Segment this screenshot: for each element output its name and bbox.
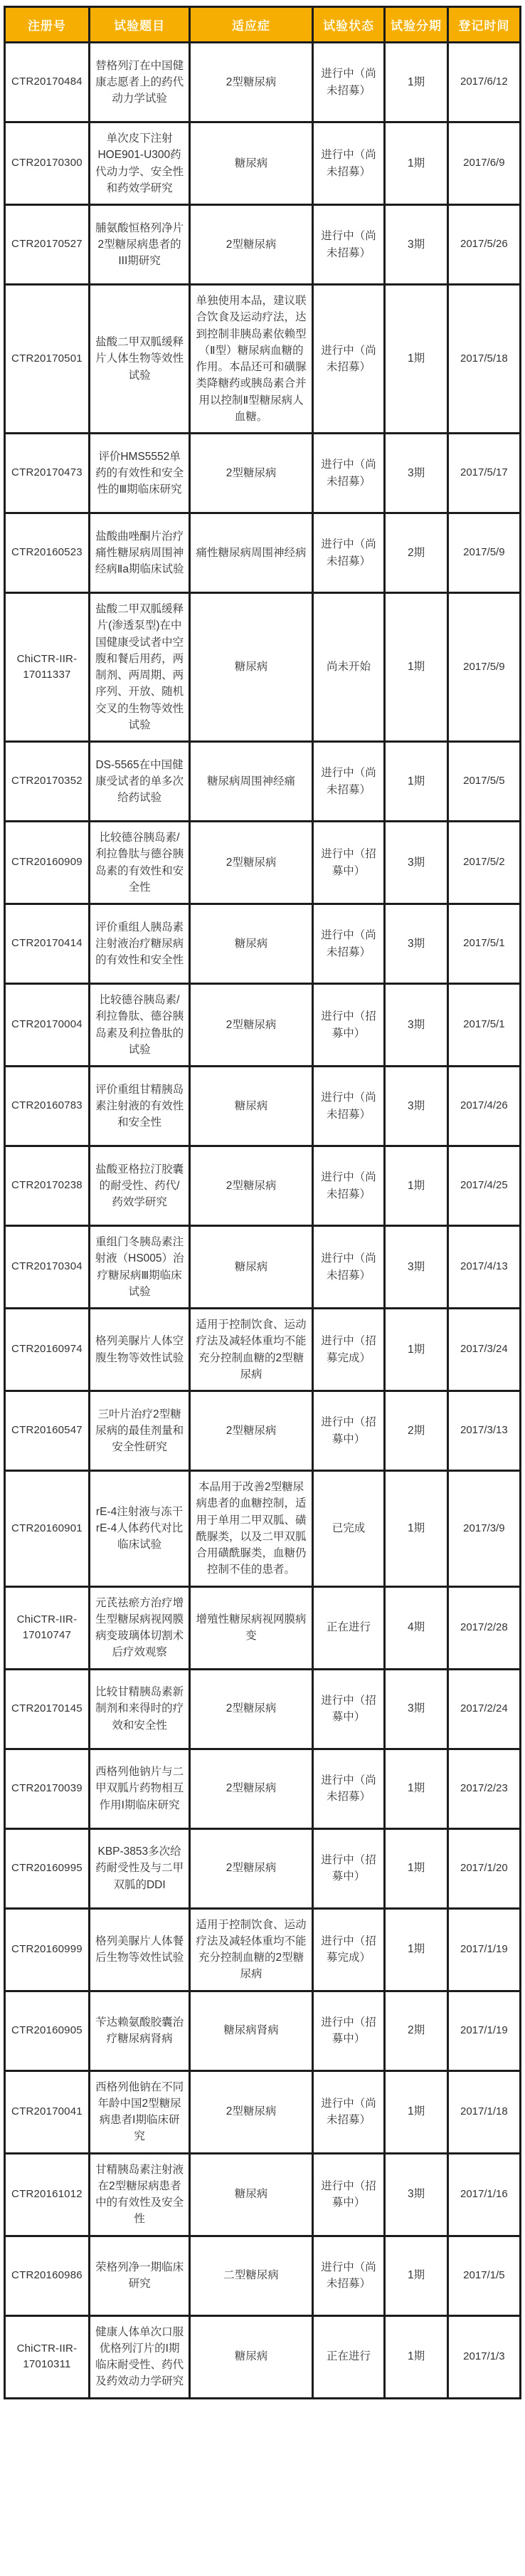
registration-number-cell: CTR20170300 <box>5 122 90 205</box>
trial-title-cell: 单次皮下注射HOE901-U300药代动力学、安全性和药效学研究 <box>89 122 189 205</box>
registration-number-cell: CTR20161012 <box>5 2153 90 2236</box>
header-row <box>5 7 521 43</box>
trial-status-cell: 进行中（招募中） <box>312 984 385 1067</box>
table-row <box>5 122 521 205</box>
trial-phase-cell: 3期 <box>385 1226 447 1309</box>
trial-status-cell: 进行中（尚未招募） <box>312 1067 385 1146</box>
trial-status-cell: 正在进行 <box>312 2315 385 2398</box>
trial-title-cell: 西格列他钠片与二甲双胍片药物相互作用I期临床研究 <box>89 1749 189 1828</box>
trial-status-cell: 进行中（尚未招募） <box>312 205 385 285</box>
trial-phase-cell: 3期 <box>385 2153 447 2236</box>
registration-date-cell: 2017/5/9 <box>447 593 520 742</box>
indication-cell: 2型糖尿病 <box>190 1749 313 1828</box>
header-cell-registration-date: 登记时间 <box>447 7 520 43</box>
trial-status-cell: 进行中（招募完成） <box>312 1908 385 1991</box>
trial-title-cell: 评价重组人胰岛素注射液治疗糖尿病的有效性和安全性 <box>89 904 189 984</box>
registration-date-cell: 2017/3/9 <box>447 1471 520 1587</box>
indication-cell: 痛性糖尿病周围神经病 <box>190 513 313 593</box>
registration-date-cell: 2017/1/20 <box>447 1828 520 1908</box>
registration-number-cell: CTR20170041 <box>5 2070 90 2153</box>
trial-title-cell: 替格列汀在中国健康志愿者上的药代动力学试验 <box>89 43 189 122</box>
table-row <box>5 1391 521 1471</box>
indication-cell: 糖尿病 <box>190 2153 313 2236</box>
table-row <box>5 2315 521 2398</box>
table-row <box>5 1669 521 1749</box>
indication-cell: 适用于控制饮食、运动疗法及减轻体重均不能充分控制血糖的2型糖尿病 <box>190 1908 313 1991</box>
registration-date-cell: 2017/4/26 <box>447 1067 520 1146</box>
trial-status-cell: 进行中（尚未招募） <box>312 904 385 984</box>
trial-status-cell: 进行中（尚未招募） <box>312 742 385 822</box>
table-body <box>5 43 521 2399</box>
registration-date-cell: 2017/5/17 <box>447 434 520 513</box>
trial-phase-cell: 1期 <box>385 593 447 742</box>
indication-cell: 糖尿病 <box>190 1226 313 1309</box>
trial-phase-cell: 3期 <box>385 1669 447 1749</box>
table-row <box>5 285 521 434</box>
header-cell-trial-status: 试验状态 <box>312 7 385 43</box>
trial-title-cell: 格列美脲片人体餐后生物等效性试验 <box>89 1908 189 1991</box>
table-row <box>5 43 521 122</box>
table-row <box>5 742 521 822</box>
trial-phase-cell: 2期 <box>385 1391 447 1471</box>
trial-title-cell: 甘精胰岛素注射液在2型糖尿病患者中的有效性及安全性 <box>89 2153 189 2236</box>
registration-number-cell: CTR20160995 <box>5 1828 90 1908</box>
registration-number-cell: CTR20170238 <box>5 1146 90 1226</box>
trial-status-cell: 进行中（尚未招募） <box>312 513 385 593</box>
indication-cell: 2型糖尿病 <box>190 2070 313 2153</box>
registration-date-cell: 2017/5/9 <box>447 513 520 593</box>
table-row <box>5 1749 521 1828</box>
trial-phase-cell: 1期 <box>385 285 447 434</box>
table-row <box>5 2070 521 2153</box>
table-row <box>5 1828 521 1908</box>
indication-cell: 2型糖尿病 <box>190 434 313 513</box>
trial-phase-cell: 1期 <box>385 1471 447 1587</box>
trial-title-cell: 盐酸曲唑酮片治疗痛性糖尿病周围神经病Ⅱa期临床试验 <box>89 513 189 593</box>
table-row <box>5 205 521 285</box>
table-row <box>5 1471 521 1587</box>
registration-date-cell: 2017/3/24 <box>447 1309 520 1391</box>
trial-phase-cell: 1期 <box>385 1146 447 1226</box>
registration-number-cell: CTR20160901 <box>5 1471 90 1587</box>
registration-number-cell: CTR20170004 <box>5 984 90 1067</box>
trial-title-cell: 三叶片治疗2型糖尿病的最佳剂量和安全性研究 <box>89 1391 189 1471</box>
registration-date-cell: 2017/5/5 <box>447 742 520 822</box>
table-row <box>5 1309 521 1391</box>
table-row <box>5 2236 521 2315</box>
indication-cell: 适用于控制饮食、运动疗法及减轻体重均不能充分控制血糖的2型糖尿病 <box>190 1309 313 1391</box>
registration-date-cell: 2017/1/3 <box>447 2315 520 2398</box>
table-row <box>5 984 521 1067</box>
registration-number-cell: CTR20160523 <box>5 513 90 593</box>
indication-cell: 糖尿病 <box>190 1067 313 1146</box>
registration-number-cell: CTR20170527 <box>5 205 90 285</box>
registration-number-cell: CTR20170145 <box>5 1669 90 1749</box>
trial-phase-cell: 3期 <box>385 904 447 984</box>
trial-status-cell: 进行中（招募中） <box>312 1991 385 2070</box>
trial-phase-cell: 1期 <box>385 1828 447 1908</box>
trial-title-cell: KBP-3853多次给药耐受性及与二甲双胍的DDI <box>89 1828 189 1908</box>
trial-title-cell: 荣格列净一期临床研究 <box>89 2236 189 2315</box>
trial-phase-cell: 3期 <box>385 205 447 285</box>
trial-phase-cell: 1期 <box>385 1309 447 1391</box>
registration-date-cell: 2017/5/18 <box>447 285 520 434</box>
indication-cell: 本品用于改善2型糖尿病患者的血糖控制，适用于单用二甲双胍、磺酰脲类，以及二甲双胍合用磺酰脲类，血糖仍控制不佳的患者。 <box>190 1471 313 1587</box>
indication-cell: 糖尿病 <box>190 904 313 984</box>
indication-cell: 二型糖尿病 <box>190 2236 313 2315</box>
indication-cell: 2型糖尿病 <box>190 1828 313 1908</box>
trial-title-cell: 重组门冬胰岛素注射液（HS005）治疗糖尿病Ⅲ期临床试验 <box>89 1226 189 1309</box>
trial-status-cell: 进行中（尚未招募） <box>312 1146 385 1226</box>
table-header <box>5 7 521 43</box>
trial-title-cell: 元芪祛瘀方治疗增生型糖尿病视网膜病变玻璃体切割术后疗效观察 <box>89 1586 189 1669</box>
indication-cell: 2型糖尿病 <box>190 1669 313 1749</box>
table-row <box>5 513 521 593</box>
registration-number-cell: CTR20160999 <box>5 1908 90 1991</box>
trial-phase-cell: 1期 <box>385 742 447 822</box>
trial-phase-cell: 2期 <box>385 513 447 593</box>
trial-status-cell: 进行中（尚未招募） <box>312 2070 385 2153</box>
indication-cell: 增殖性糖尿病视网膜病变 <box>190 1586 313 1669</box>
trial-status-cell: 进行中（招募中） <box>312 822 385 904</box>
registration-date-cell: 2017/5/1 <box>447 984 520 1067</box>
trial-title-cell: 苄达赖氨酸胶囊治疗糖尿病肾病 <box>89 1991 189 2070</box>
trial-status-cell: 进行中（尚未招募） <box>312 1749 385 1828</box>
trial-status-cell: 进行中（招募中） <box>312 1828 385 1908</box>
trial-title-cell: 西格列他钠在不同年龄中国2型糖尿病患者I期临床研究 <box>89 2070 189 2153</box>
indication-cell: 2型糖尿病 <box>190 822 313 904</box>
registration-date-cell: 2017/2/28 <box>447 1586 520 1669</box>
registration-number-cell: CTR20170473 <box>5 434 90 513</box>
table-row <box>5 1991 521 2070</box>
trial-title-cell: DS-5565在中国健康受试者的单多次给药试验 <box>89 742 189 822</box>
registration-number-cell: CTR20160905 <box>5 1991 90 2070</box>
registration-number-cell: CTR20160783 <box>5 1067 90 1146</box>
trial-title-cell: 评价重组甘精胰岛素注射液的有效性和安全性 <box>89 1067 189 1146</box>
trial-status-cell: 进行中（招募完成） <box>312 1309 385 1391</box>
trial-title-cell: 盐酸二甲双胍缓释片(渗透泵型)在中国健康受试者中空腹和餐后用药，两制剂、两周期、两序列、开放、随机交叉的生物等效性试验 <box>89 593 189 742</box>
header-cell-trial-title: 试验题目 <box>89 7 189 43</box>
trial-phase-cell: 1期 <box>385 1908 447 1991</box>
registration-date-cell: 2017/1/19 <box>447 1908 520 1991</box>
trial-status-cell: 进行中（尚未招募） <box>312 285 385 434</box>
header-cell-registration-number: 注册号 <box>5 7 90 43</box>
registration-number-cell: CTR20170414 <box>5 904 90 984</box>
header-cell-trial-phase: 试验分期 <box>385 7 447 43</box>
trial-status-cell: 正在进行 <box>312 1586 385 1669</box>
trial-phase-cell: 1期 <box>385 2236 447 2315</box>
trial-phase-cell: 1期 <box>385 1749 447 1828</box>
clinical-trials-table <box>4 6 521 2399</box>
trial-title-cell: 盐酸二甲双胍缓释片人体生物等效性试验 <box>89 285 189 434</box>
registration-number-cell: ChiCTR-IIR-17010747 <box>5 1586 90 1669</box>
indication-cell: 2型糖尿病 <box>190 205 313 285</box>
registration-number-cell: CTR20160909 <box>5 822 90 904</box>
trial-title-cell: 比较甘精胰岛素新制剂和来得时的疗效和安全性 <box>89 1669 189 1749</box>
trial-phase-cell: 1期 <box>385 2315 447 2398</box>
indication-cell: 糖尿病肾病 <box>190 1991 313 2070</box>
trial-title-cell: 脯氨酸恒格列净片2型糖尿病患者的III期研究 <box>89 205 189 285</box>
registration-date-cell: 2017/2/23 <box>447 1749 520 1828</box>
indication-cell: 糖尿病 <box>190 593 313 742</box>
registration-number-cell: CTR20170501 <box>5 285 90 434</box>
trial-title-cell: 比较德谷胰岛素/利拉鲁肽与德谷胰岛素的有效性和安全性 <box>89 822 189 904</box>
registration-date-cell: 2017/5/2 <box>447 822 520 904</box>
trial-title-cell: 健康人体单次口服优格列汀片的I期临床耐受性、药代及药效动力学研究 <box>89 2315 189 2398</box>
indication-cell: 糖尿病周围神经痛 <box>190 742 313 822</box>
trial-title-cell: 盐酸亚格拉汀胶囊的耐受性、药代/药效学研究 <box>89 1146 189 1226</box>
indication-cell: 2型糖尿病 <box>190 1391 313 1471</box>
indication-cell: 糖尿病 <box>190 2315 313 2398</box>
registration-date-cell: 2017/1/18 <box>447 2070 520 2153</box>
trial-phase-cell: 1期 <box>385 43 447 122</box>
trial-phase-cell: 2期 <box>385 1991 447 2070</box>
trial-title-cell: 评价HMS5552单药的有效性和安全性的Ⅲ期临床研究 <box>89 434 189 513</box>
trial-phase-cell: 3期 <box>385 1067 447 1146</box>
trial-phase-cell: 1期 <box>385 2070 447 2153</box>
table-row <box>5 593 521 742</box>
table-row <box>5 904 521 984</box>
trial-status-cell: 进行中（尚未招募） <box>312 1226 385 1309</box>
indication-cell: 2型糖尿病 <box>190 43 313 122</box>
table-row <box>5 1586 521 1669</box>
trial-title-cell: 格列美脲片人体空腹生物等效性试验 <box>89 1309 189 1391</box>
registration-date-cell: 2017/1/19 <box>447 1991 520 2070</box>
trial-phase-cell: 3期 <box>385 822 447 904</box>
table-row <box>5 1146 521 1226</box>
registration-date-cell: 2017/6/9 <box>447 122 520 205</box>
registration-number-cell: CTR20170304 <box>5 1226 90 1309</box>
indication-cell: 单独使用本品，建议联合饮食及运动疗法，达到控制非胰岛素依赖型（Ⅱ型）糖尿病血糖的作用。本品还可和磺脲类降糖药或胰岛素合并用以控制Ⅱ型糖尿病人血糖。 <box>190 285 313 434</box>
table-row <box>5 1067 521 1146</box>
indication-cell: 糖尿病 <box>190 122 313 205</box>
registration-date-cell: 2017/1/16 <box>447 2153 520 2236</box>
table-row <box>5 1908 521 1991</box>
trial-status-cell: 进行中（招募中） <box>312 2153 385 2236</box>
table-row <box>5 434 521 513</box>
registration-number-cell: CTR20160547 <box>5 1391 90 1471</box>
trial-status-cell: 进行中（招募中） <box>312 1669 385 1749</box>
trial-status-cell: 进行中（招募中） <box>312 1391 385 1471</box>
indication-cell: 2型糖尿病 <box>190 1146 313 1226</box>
trial-status-cell: 进行中（尚未招募） <box>312 2236 385 2315</box>
trial-status-cell: 进行中（尚未招募） <box>312 434 385 513</box>
registration-date-cell: 2017/5/26 <box>447 205 520 285</box>
header-cell-indication: 适应症 <box>190 7 313 43</box>
table-row <box>5 2153 521 2236</box>
trial-status-cell: 已完成 <box>312 1471 385 1587</box>
indication-cell: 2型糖尿病 <box>190 984 313 1067</box>
registration-date-cell: 2017/5/1 <box>447 904 520 984</box>
trial-status-cell: 进行中（尚未招募） <box>312 43 385 122</box>
registration-number-cell: CTR20160986 <box>5 2236 90 2315</box>
registration-number-cell: CTR20160974 <box>5 1309 90 1391</box>
trial-phase-cell: 4期 <box>385 1586 447 1669</box>
registration-date-cell: 2017/3/13 <box>447 1391 520 1471</box>
trial-title-cell: rE-4注射液与冻干rE-4人体药代对比临床试验 <box>89 1471 189 1587</box>
table-row <box>5 1226 521 1309</box>
registration-number-cell: CTR20170484 <box>5 43 90 122</box>
registration-date-cell: 2017/4/13 <box>447 1226 520 1309</box>
trial-status-cell: 进行中（尚未招募） <box>312 122 385 205</box>
registration-number-cell: ChiCTR-IIR-17010311 <box>5 2315 90 2398</box>
registration-date-cell: 2017/1/5 <box>447 2236 520 2315</box>
trial-title-cell: 比较德谷胰岛素/利拉鲁肽、德谷胰岛素及利拉鲁肽的试验 <box>89 984 189 1067</box>
table-row <box>5 822 521 904</box>
registration-date-cell: 2017/2/24 <box>447 1669 520 1749</box>
registration-number-cell: CTR20170352 <box>5 742 90 822</box>
registration-number-cell: ChiCTR-IIR-17011337 <box>5 593 90 742</box>
trial-phase-cell: 1期 <box>385 122 447 205</box>
trial-phase-cell: 3期 <box>385 984 447 1067</box>
registration-date-cell: 2017/4/25 <box>447 1146 520 1226</box>
registration-date-cell: 2017/6/12 <box>447 43 520 122</box>
trial-status-cell: 尚未开始 <box>312 593 385 742</box>
trial-phase-cell: 3期 <box>385 434 447 513</box>
registration-number-cell: CTR20170039 <box>5 1749 90 1828</box>
